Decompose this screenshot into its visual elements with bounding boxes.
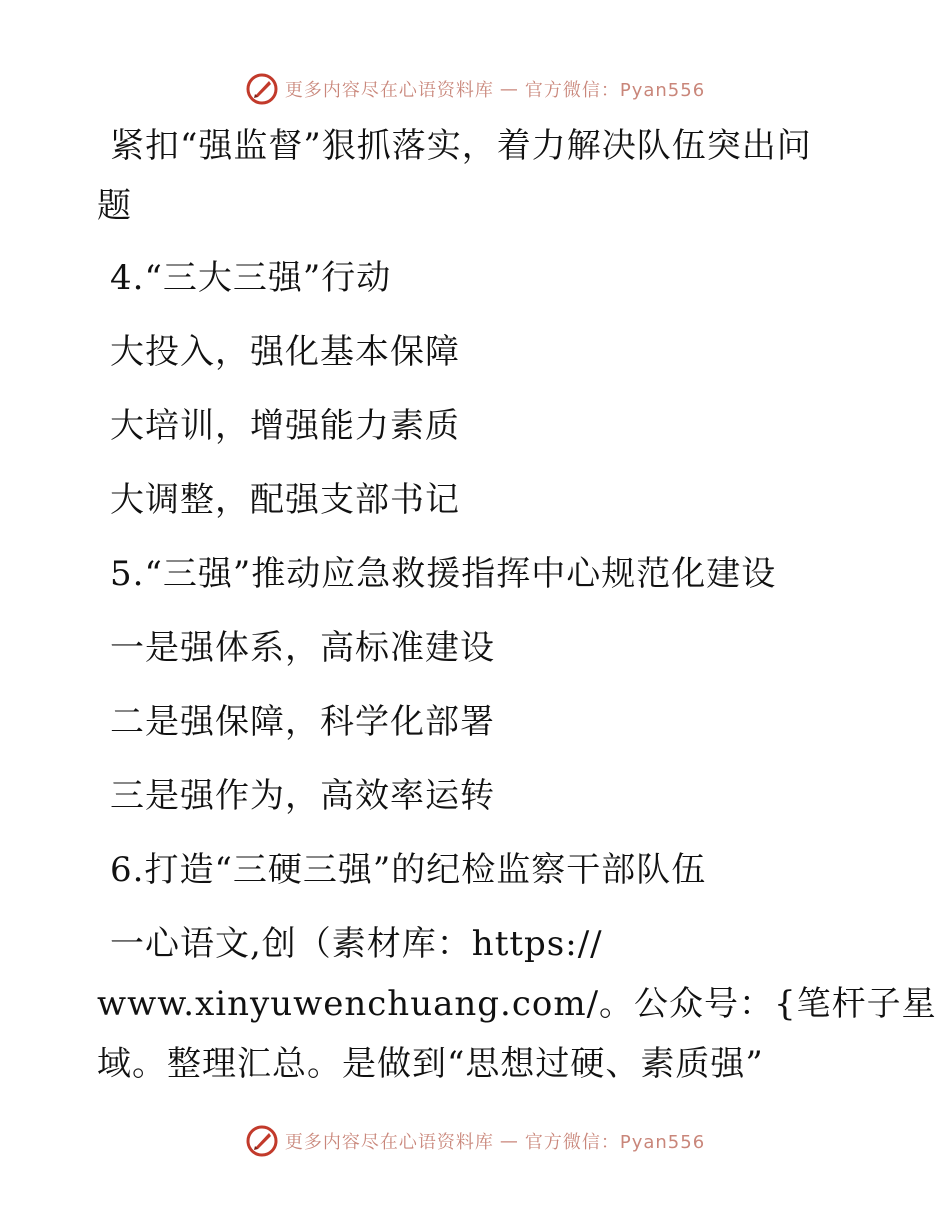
text-line: 一是强体系，高标准建设 <box>110 628 495 668</box>
quill-seal-icon <box>245 1124 279 1158</box>
text-line: 三是强作为，高效率运转 <box>110 776 495 816</box>
text-line: 大投入，强化基本保障 <box>110 332 460 372</box>
text-line: 大调整，配强支部书记 <box>110 480 460 520</box>
text-line: 5.“三强”推动应急救援指挥中心规范化建设 <box>110 554 777 594</box>
text-line: 题 <box>97 186 132 226</box>
footer-watermark <box>0 1124 950 1158</box>
watermark-text: 更多内容尽在心语资料库 <box>284 80 494 101</box>
text-line: www.xinyuwenchuang.com/。公众号：{笔杆子星 <box>97 984 937 1024</box>
watermark-separator: — <box>499 78 519 100</box>
text-line: 大培训，增强能力素质 <box>110 406 460 446</box>
text-line: 4.“三大三强”行动 <box>110 258 392 298</box>
watermark-wechat: 官方微信：Pyan556 <box>524 1132 706 1153</box>
watermark-separator: — <box>499 1130 519 1152</box>
quill-seal-icon <box>245 72 279 106</box>
text-line: 一心语文,创（素材库：https:// <box>110 924 603 964</box>
text-line: 紧扣“强监督”狠抓落实，着力解决队伍突出问 <box>110 126 812 166</box>
text-line: 6.打造“三硬三强”的纪检监察干部队伍 <box>110 850 707 890</box>
watermark-wechat: 官方微信：Pyan556 <box>524 80 706 101</box>
watermark-text: 更多内容尽在心语资料库 <box>284 1132 494 1153</box>
header-watermark <box>0 72 950 106</box>
text-line: 二是强保障，科学化部署 <box>110 702 495 742</box>
text-line: 域。整理汇总。是做到“思想过硬、素质强” <box>97 1044 764 1084</box>
